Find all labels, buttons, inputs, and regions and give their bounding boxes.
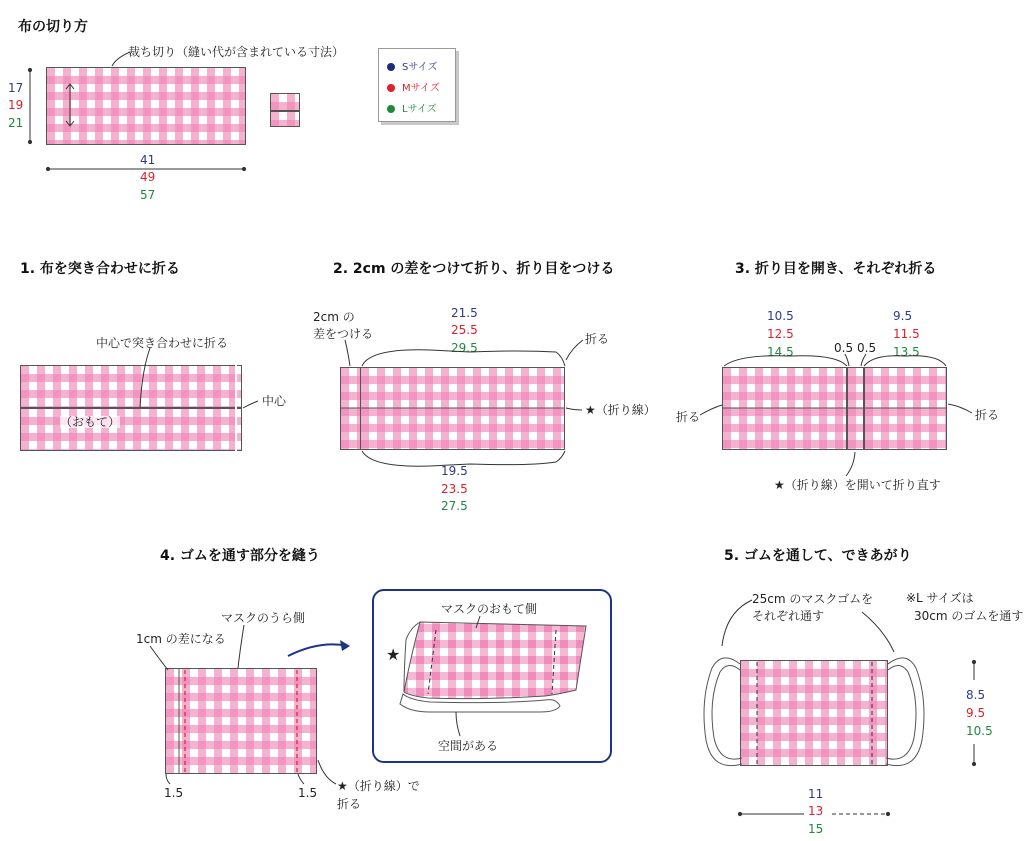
step5-elastic-label-1: 25cm のマスクゴムを xyxy=(752,592,874,606)
step2-fold-label: 折る xyxy=(585,332,610,346)
step2-diff-label-2: 差をつける xyxy=(313,327,374,341)
step3-right-dim-m: 11.5 xyxy=(893,327,920,341)
cut-width-l: 57 xyxy=(140,188,156,202)
step4-gap-label: 空間がある xyxy=(438,739,499,753)
step5-title: 5. ゴムを通して、できあがり xyxy=(724,548,912,564)
step3-refold-leader xyxy=(846,452,855,476)
step1-center-leader xyxy=(243,401,258,408)
step3-right-dim-l: 13.5 xyxy=(893,345,920,359)
step2-diff-leader xyxy=(345,340,350,366)
step5-elastic-label-2: それぞれ通す xyxy=(752,609,825,623)
step5-ear-loop-left xyxy=(704,658,742,766)
cut-width-dimension xyxy=(46,167,245,170)
step5-note-1: ※L サイズは xyxy=(906,591,974,605)
step3-fold-left: 折る xyxy=(676,410,701,424)
cut-height-s: 17 xyxy=(8,81,24,95)
step4-title: 4. ゴムを通す部分を縫う xyxy=(160,548,320,564)
step3-fold-right-leader xyxy=(948,404,972,413)
cut-height-m: 19 xyxy=(8,98,24,112)
legend-label-s: Sサイズ xyxy=(402,62,438,73)
step4-star-mark: ★ xyxy=(386,645,401,664)
step2-bottom-brace xyxy=(362,451,565,466)
step1-title: 1. 布を突き合わせに折る xyxy=(20,261,180,277)
step5-elastic-leader-right xyxy=(862,612,894,652)
step5-height-m: 9.5 xyxy=(966,706,986,720)
step2-bottom-dim-s: 19.5 xyxy=(441,464,468,478)
step3-gap-left: 0.5 xyxy=(834,341,854,355)
step4-dim-right-leader xyxy=(298,774,304,784)
legend-label-m: Mサイズ xyxy=(402,83,440,94)
step3-gap-right: 0.5 xyxy=(857,341,877,355)
arrow-head-icon xyxy=(340,640,350,651)
step5-ear-loop-right xyxy=(886,658,924,766)
step2-top-brace xyxy=(362,350,565,366)
step2-top-dim-m: 25.5 xyxy=(451,323,478,337)
step2-fold-line-label: ★（折り線） xyxy=(585,403,656,417)
step3-right-dim-s: 9.5 xyxy=(893,309,913,323)
step5-stitch-lines xyxy=(757,662,872,764)
step1-face-label: （おもて） xyxy=(60,415,121,429)
step2-bottom-dim-l: 27.5 xyxy=(441,499,468,513)
step4-dim-left-leader xyxy=(166,774,170,784)
step4-outer-side-label: マスクのおもて側 xyxy=(441,602,538,616)
step1-fold-label: 中心で突き合わせに折る xyxy=(96,336,229,350)
double-arrow-icon xyxy=(66,84,74,126)
step3-left-dim-s: 10.5 xyxy=(767,309,794,323)
step3-fold-right: 折る xyxy=(975,408,1000,422)
step5-width-dimension xyxy=(738,812,889,815)
step4-stitch-lines xyxy=(185,670,297,772)
step5-height-l: 10.5 xyxy=(966,724,993,738)
legend-label-l: Lサイズ xyxy=(402,104,437,115)
step4-fold-label-1: ★（折り線）で xyxy=(337,779,420,793)
step4-folded-mask xyxy=(400,622,586,712)
step3-left-dim-m: 12.5 xyxy=(767,327,794,341)
cut-width-s: 41 xyxy=(140,153,156,167)
step4-dim-left: 1.5 xyxy=(164,786,184,800)
step2-top-dim-l: 29.5 xyxy=(451,341,478,355)
step2-top-dim-s: 21.5 xyxy=(451,306,478,320)
step2-fold-leader xyxy=(566,340,583,360)
step4-inner-side-label: マスクのうら側 xyxy=(221,611,306,625)
step4-fold-label-2: 折る xyxy=(337,797,362,811)
step2-title: 2. 2cm の差をつけて折り、折り目をつける xyxy=(333,261,615,277)
step5-height-s: 8.5 xyxy=(966,688,986,702)
step5-note-2: 30cm のゴムを通す xyxy=(914,609,1024,623)
step4-dim-right: 1.5 xyxy=(298,786,318,800)
cut-label: 裁ち切り（縫い代が含まれている寸法） xyxy=(128,45,345,59)
step2-fold-line-leader xyxy=(566,408,582,410)
step5-elastic-leader-left xyxy=(722,600,752,646)
step4-inner-leader xyxy=(238,625,244,668)
step5-width-l: 15 xyxy=(808,822,824,836)
step4-fold-leader xyxy=(318,760,336,784)
step5-height-dimension xyxy=(972,660,975,765)
step4-diff-label: 1cm の差になる xyxy=(136,632,226,646)
cut-width-m: 49 xyxy=(140,170,156,184)
step3-left-brace xyxy=(724,356,847,366)
step3-left-dim-l: 14.5 xyxy=(767,345,794,359)
arrow-right-icon xyxy=(288,644,348,656)
step1-center-label: 中心 xyxy=(262,394,287,408)
step3-refold-label: ★（折り線）を開いて折り直す xyxy=(774,478,941,492)
step5-width-s: 11 xyxy=(808,787,824,801)
cut-label-leader xyxy=(112,52,130,66)
cutting-title: 布の切り方 xyxy=(18,19,88,35)
step3-title: 3. 折り目を開き、それぞれ折る xyxy=(735,261,937,277)
step2-bottom-dim-m: 23.5 xyxy=(441,482,468,496)
cut-height-l: 21 xyxy=(8,116,24,130)
step1-fold-leader xyxy=(140,348,150,408)
step5-width-m: 13 xyxy=(808,804,824,818)
cut-height-dimension xyxy=(28,68,31,143)
step4-diff-leader xyxy=(150,646,168,670)
step3-fold-left-leader xyxy=(700,405,722,415)
step4-gap-leader xyxy=(456,712,460,736)
step2-diff-label-1: 2cm の xyxy=(313,310,355,324)
step3-right-brace xyxy=(864,356,946,366)
